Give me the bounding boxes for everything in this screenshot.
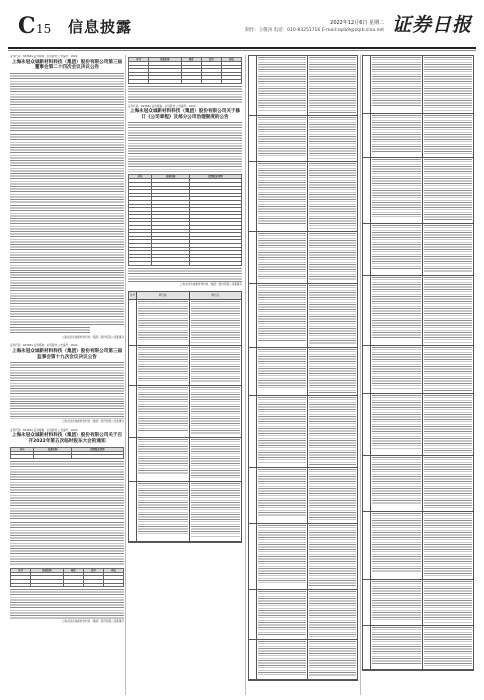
table-header: 投票股东类型 (189, 175, 241, 179)
amendment-comparison-table-cont (248, 55, 358, 681)
vote-table-top (128, 57, 242, 84)
article-supervisor-resolution (10, 344, 124, 423)
section-title: 信息披露 (68, 18, 133, 36)
publication-contact: 制作：王敬涛 电话：010-83251716 E-mail:zqrb9@zqrb.sina.net (245, 28, 384, 33)
body-text (10, 522, 124, 566)
article-code: 证券代码：603681 证券简称：永冠新材 公告编号：2022- (10, 55, 79, 58)
article-signature: 上海永冠众诚新材料科技（集团）股份有限公司监事会 (61, 420, 124, 424)
body-text (10, 362, 124, 402)
publication-date: 2022年12月6日 星期二 (330, 20, 384, 26)
table-header: 修订后 (211, 294, 220, 298)
body-text (128, 122, 242, 172)
table-header: 议案名称 (152, 175, 190, 179)
newspaper-logo: 证券日报 (391, 14, 472, 36)
table-header: 投票股东类型 (71, 447, 123, 451)
table-header: 修订前 (137, 292, 190, 299)
article-signature: 上海永冠众诚新材料科技（集团）股份有限公司董事会 (61, 335, 124, 339)
table-header: 序号 (11, 568, 31, 572)
column-divider (360, 55, 361, 695)
proxy-table (10, 568, 124, 587)
table-header: 反对 (83, 568, 103, 572)
column-4 (362, 55, 474, 695)
table-header: 议案名称 (149, 58, 181, 62)
article-signature: 上海永冠众诚新材料科技（集团）股份有限公司董事会 (179, 282, 242, 286)
article-title: 上海永冠众诚新材料科技（集团）股份有限公司第三届董事会第二十四次会议决议公告 (11, 59, 123, 71)
body-text (10, 327, 90, 335)
table-header: 同意 (181, 58, 201, 62)
meeting-table (10, 447, 124, 459)
column-2 (128, 55, 242, 695)
table-header: 议案名称 (31, 568, 63, 572)
masthead-rule (8, 47, 476, 49)
page-number: 15 (36, 22, 52, 36)
body-text (128, 86, 242, 104)
masthead-rule-thin (8, 50, 476, 51)
article-articles-amendment (128, 105, 242, 287)
table-header: 序号 (129, 294, 136, 298)
body-text (10, 403, 124, 419)
column-divider (245, 55, 246, 695)
body-text (10, 205, 124, 271)
article-code: 证券代码：603681 证券简称：永冠新材 公告编号：2022- (128, 104, 197, 108)
body-text (10, 134, 124, 204)
body-text (10, 73, 124, 133)
table-header: 弃权 (103, 568, 123, 572)
article-signature: 上海永冠众诚新材料科技（集团）股份有限公司董事会 (61, 620, 124, 624)
column-divider (125, 55, 126, 695)
table-header: 议案名称 (34, 447, 72, 451)
page-letter: C (18, 13, 36, 39)
article-title: 上海永冠众诚新材料科技（集团）股份有限公司关于修订《公司章程》及部分公司治理制度的公告 (129, 109, 241, 120)
column-1 (10, 55, 124, 695)
column-3 (248, 55, 358, 695)
amendment-comparison-table-cont-2 (362, 55, 474, 671)
body-text (128, 268, 242, 282)
policy-list-table (128, 174, 242, 265)
article-code: 证券代码：603681 证券简称：永冠新材 公告编号：2022- (10, 344, 79, 348)
article-title: 上海永冠众诚新材料科技（集团）股份有限公司第三届监事会第十九次会议决议公告 (11, 348, 123, 360)
table-header: 序号 (129, 175, 152, 179)
masthead (8, 6, 476, 46)
article-title: 上海永冠众诚新材料科技（集团）股份有限公司关于召开2022年第五次临时股东大会的通知 (11, 433, 123, 444)
table-header: 同意 (63, 568, 83, 572)
body-text (10, 272, 124, 326)
amendment-comparison-table (128, 291, 242, 543)
article-code: 证券代码：603681 证券简称：永冠新材 公告编号：2022- (10, 428, 79, 432)
body-text (10, 461, 124, 521)
table-header: 序号 (129, 58, 149, 62)
article-board-resolution (10, 55, 124, 339)
article-shareholder-meeting (10, 429, 124, 624)
table-header: 反对 (201, 58, 221, 62)
table-header: 弃权 (221, 58, 241, 62)
body-text (10, 589, 124, 619)
table-header: 序号 (11, 447, 34, 451)
